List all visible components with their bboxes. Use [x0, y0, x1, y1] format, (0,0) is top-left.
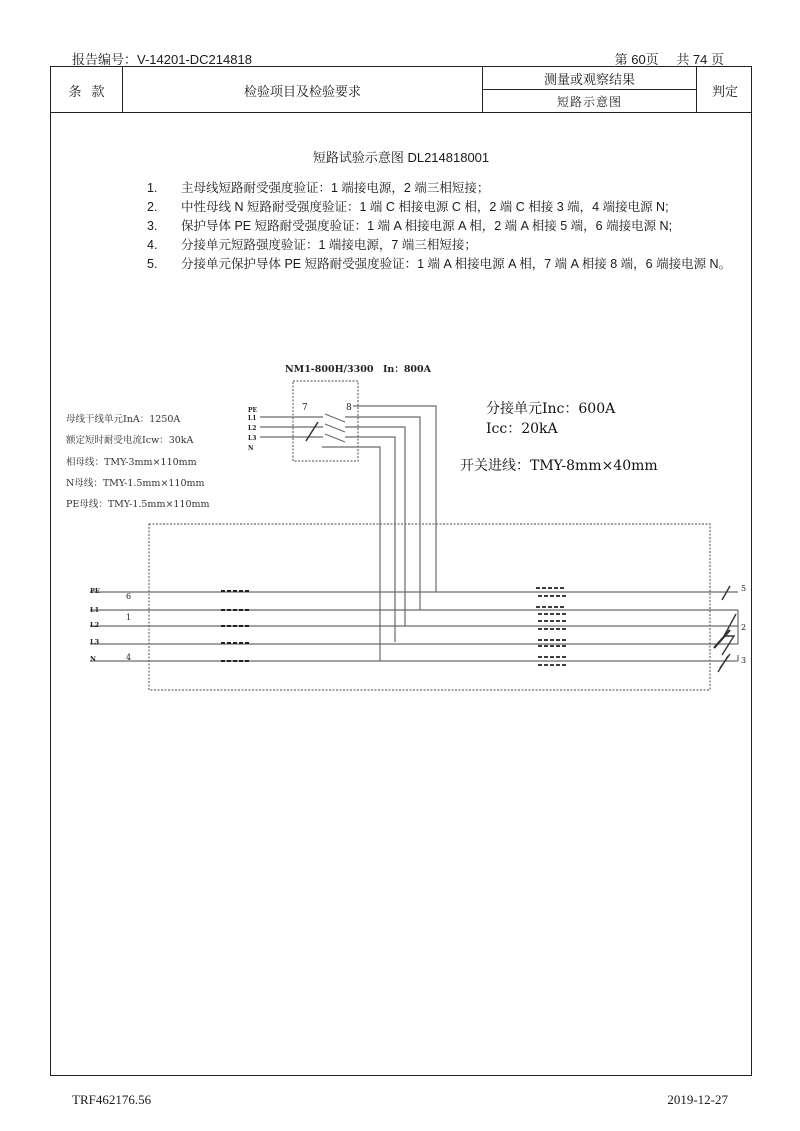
header-verdict: 判定	[711, 83, 738, 99]
list-item: 1. 主母线短路耐受强度验证：1 端接电源，2 端三相短接；	[147, 181, 490, 195]
breaker-model-label: NM1-800H/3300 In：800A	[285, 364, 432, 375]
svg-text:2: 2	[741, 623, 747, 632]
svg-text:L3: L3	[90, 638, 100, 646]
svg-text:L2: L2	[248, 425, 257, 432]
form-number: TRF462176.56	[72, 1092, 152, 1107]
busway-spec: N母线：TMY-1.5mm×110mm	[66, 478, 205, 489]
svg-text:4: 4	[126, 653, 132, 662]
page-current: 第 60页	[614, 52, 659, 67]
busway-spec: 母线干线单元InA：1250A	[66, 414, 181, 425]
svg-text:N: N	[248, 445, 254, 452]
report-date: 2019-12-27	[667, 1092, 728, 1107]
tap-unit-icc: Icc：20kA	[486, 421, 558, 437]
svg-text:7: 7	[302, 403, 308, 413]
svg-text:PE: PE	[90, 587, 100, 595]
figure-title: 短路试验示意图 DL214818001	[312, 150, 490, 165]
svg-text:N: N	[90, 655, 96, 663]
report-number: 报告编号：V-14201-DC214818	[72, 52, 252, 67]
svg-text:6: 6	[126, 592, 132, 601]
busway-spec: PE母线：TMY-1.5mm×110mm	[66, 499, 210, 510]
svg-text:L3: L3	[248, 435, 257, 442]
list-item: 5. 分接单元保护导体 PE 短路耐受强度验证：1 端 A 相接电源 A 相，7 端 A 相接 8 端，6 端接电源 N。	[147, 257, 732, 271]
list-item: 4. 分接单元短路强度验证：1 端接电源，7 端三相短接；	[147, 238, 477, 252]
list-item: 2. 中性母线 N 短路耐受强度验证：1 端 C 相接电源 C 相，2 端 C 相接 3 端，4 端接电源 N;	[147, 200, 669, 214]
busway-spec: 相母线：TMY-3mm×110mm	[66, 457, 197, 468]
svg-text:1: 1	[126, 613, 132, 622]
header-result-sub: 短路示意图	[556, 95, 622, 109]
svg-text:PE: PE	[248, 407, 258, 414]
requirements-list	[147, 179, 747, 274]
svg-text:L1: L1	[248, 415, 257, 422]
svg-text:8: 8	[346, 403, 352, 413]
svg-text:L1: L1	[90, 606, 100, 614]
header-result	[483, 67, 697, 113]
header-item: 检验项目及检验要求	[123, 67, 483, 113]
report-table	[50, 66, 752, 1076]
svg-text:3: 3	[741, 656, 747, 665]
busway-spec: 额定短时耐受电流Icw：30kA	[66, 435, 194, 446]
list-item: 3. 保护导体 PE 短路耐受强度验证：1 端 A 相接电源 A 相，2 端 A 相接 5 端，6 端接电源 N;	[147, 219, 673, 233]
tap-unit-inc: 分接单元Inc：600A	[486, 401, 616, 417]
page-total: 共 74 页	[676, 52, 724, 67]
table-header	[51, 67, 751, 113]
svg-text:L2: L2	[90, 621, 100, 629]
header-result-title: 测量或观察结果	[483, 67, 696, 90]
header-clause: 条款	[51, 67, 123, 113]
svg-text:5: 5	[741, 584, 747, 593]
switch-incoming: 开关进线：TMY-8mm×40mm	[460, 458, 658, 474]
